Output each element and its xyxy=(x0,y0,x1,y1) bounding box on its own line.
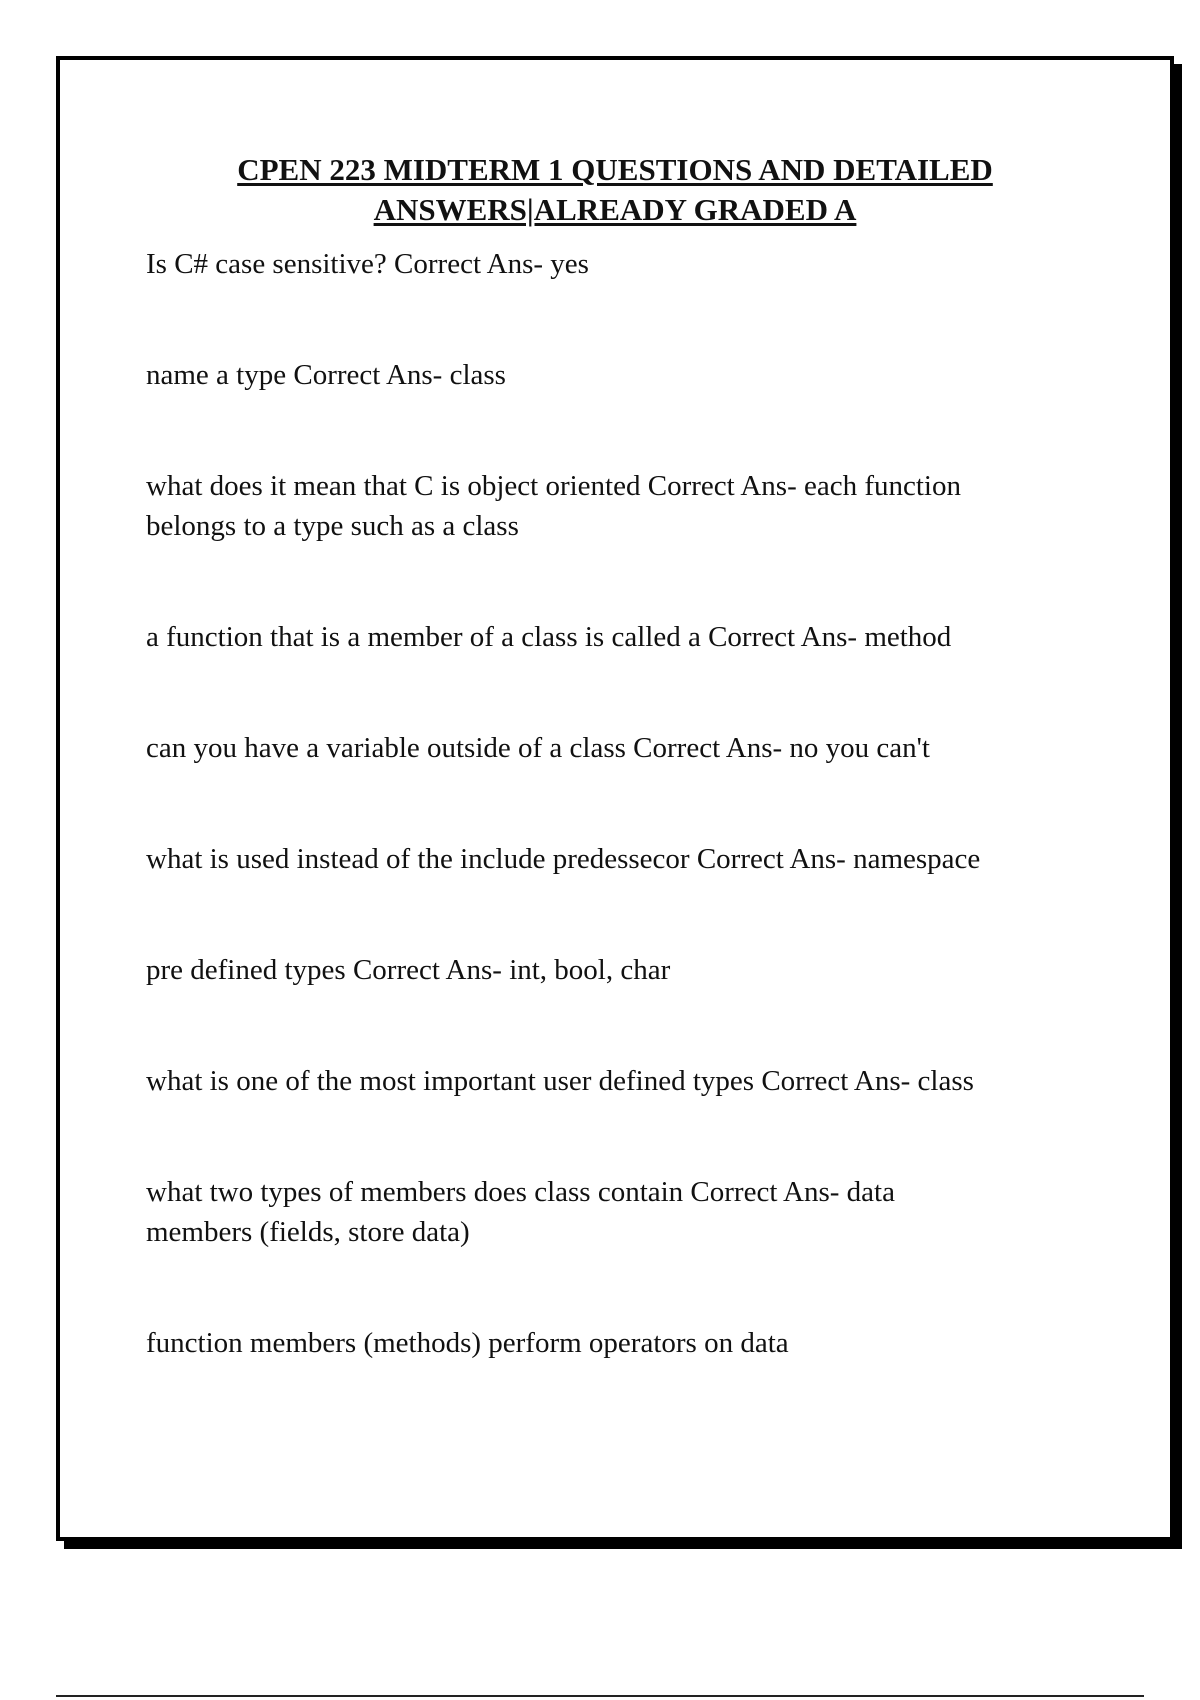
page-title xyxy=(60,150,1170,230)
bottom-divider xyxy=(56,1695,1144,1697)
title-line-2: ANSWERS|ALREADY GRADED A xyxy=(373,192,857,227)
qa-item-3-line-2: belongs to a type such as a class xyxy=(146,510,519,542)
qa-list xyxy=(146,244,1106,1363)
qa-item-5: can you have a variable outside of a class Correct Ans- no you can't xyxy=(146,732,930,764)
qa-item-1: Is C# case sensitive? Correct Ans- yes xyxy=(146,248,589,280)
document-page xyxy=(56,56,1174,1541)
qa-item-8: what is one of the most important user defined types Correct Ans- class xyxy=(146,1065,974,1097)
title-line-1: CPEN 223 MIDTERM 1 QUESTIONS AND DETAILED xyxy=(237,152,993,187)
qa-item-9-line-1: what two types of members does class contain Correct Ans- data xyxy=(146,1176,895,1208)
qa-item-10: function members (methods) perform operators on data xyxy=(146,1327,789,1359)
qa-item-3-line-1: what does it mean that C is object oriented Correct Ans- each function xyxy=(146,470,961,502)
qa-item-7: pre defined types Correct Ans- int, bool, char xyxy=(146,954,671,986)
qa-item-4: a function that is a member of a class is called a Correct Ans- method xyxy=(146,621,952,653)
qa-item-9-line-2: members (fields, store data) xyxy=(146,1216,470,1248)
qa-item-6: what is used instead of the include predessecor Correct Ans- namespace xyxy=(146,843,981,875)
qa-item-2: name a type Correct Ans- class xyxy=(146,359,506,391)
